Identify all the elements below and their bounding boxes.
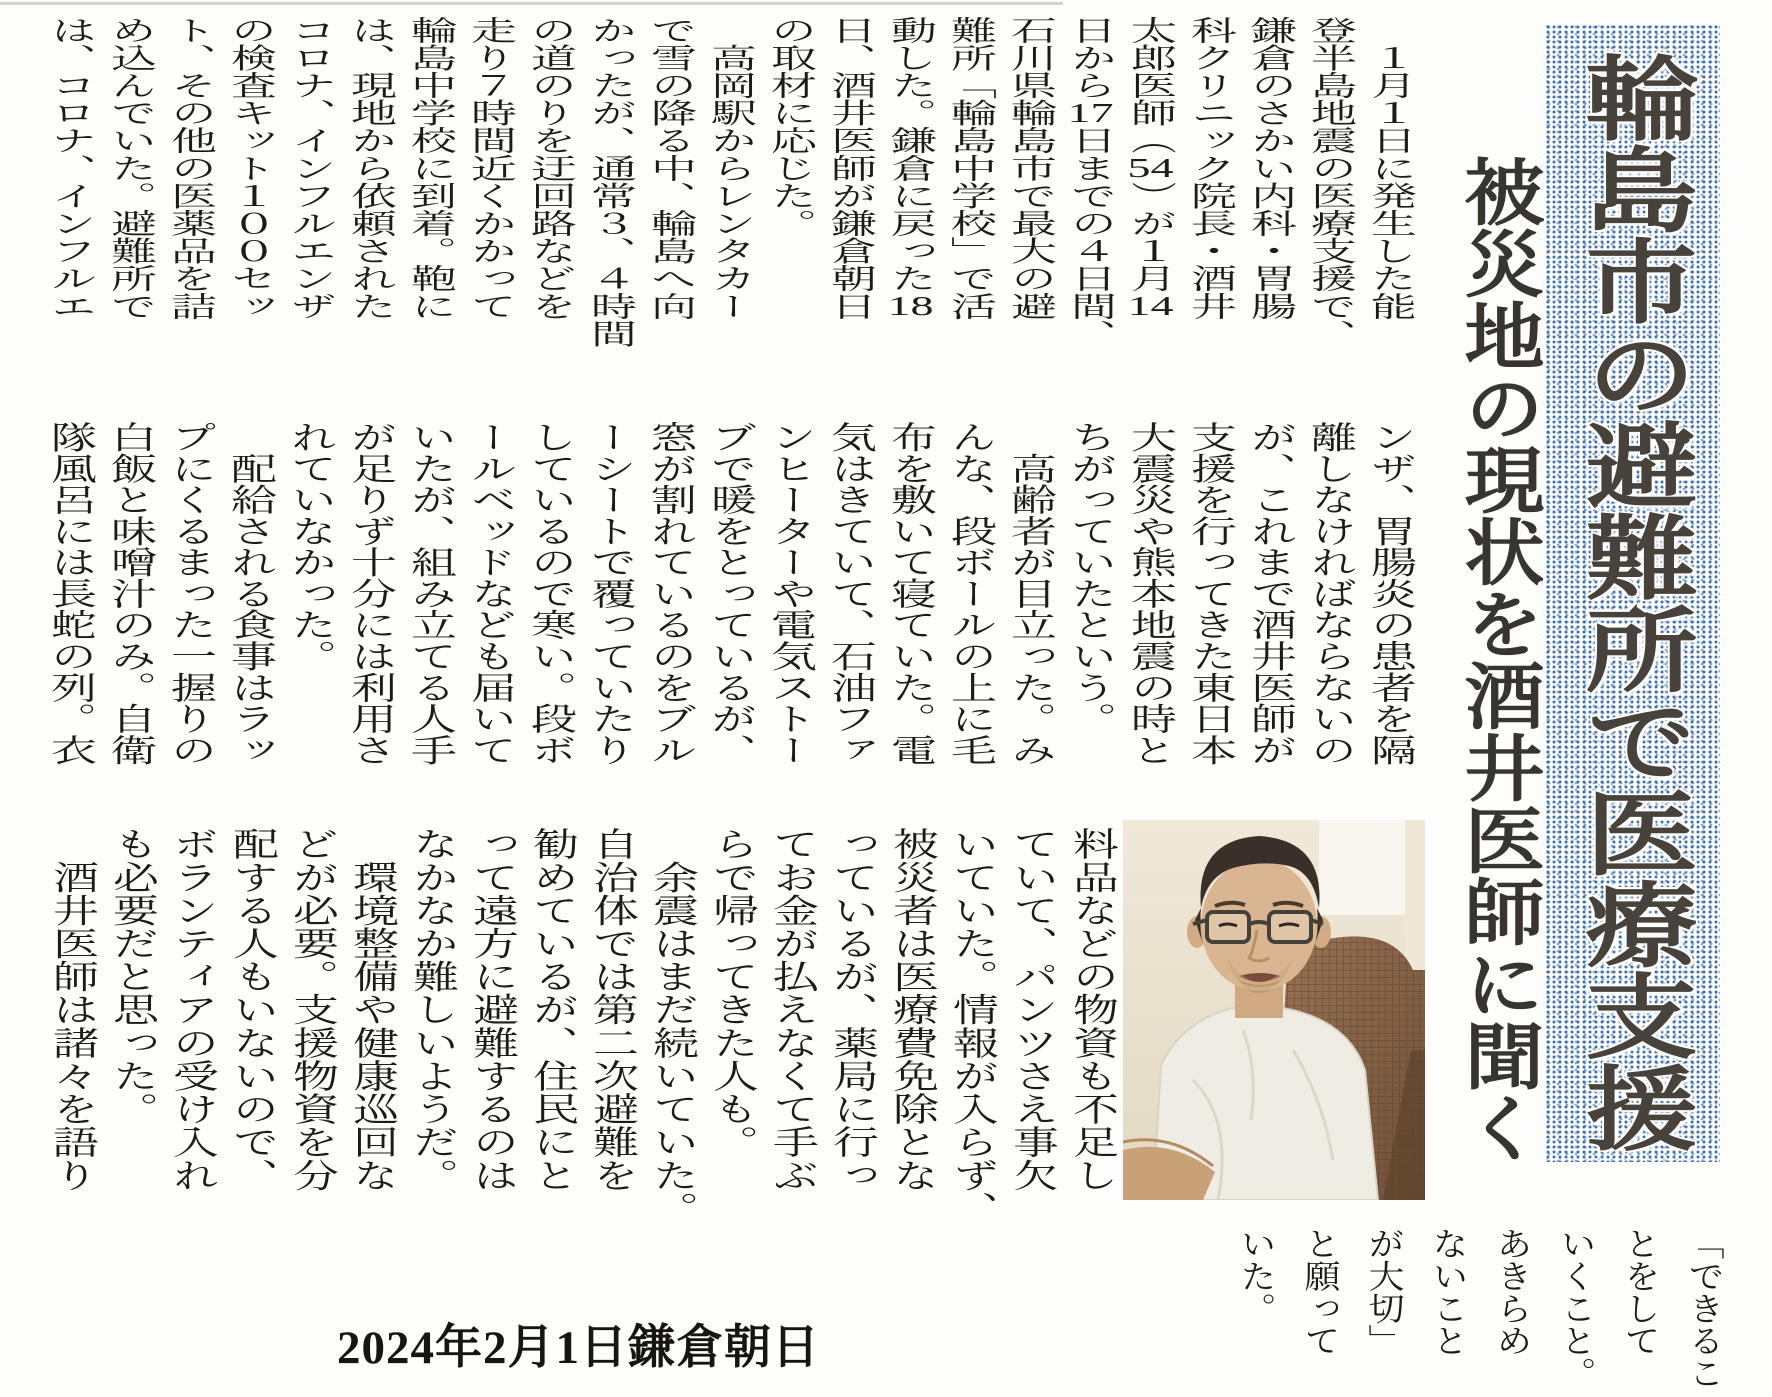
scan-artifact-line [0,2,1063,5]
date-line: 2024年2月1日鎌倉朝日 [337,1322,820,1374]
sub-headline: 被災地の現状を酒井医師に聞く [1452,155,1540,1163]
body-text-band-4-quote: 「できるこ とをして いくこと。 あきらめ ないこと が大切」 と願って いた。 [1236,1227,1724,1389]
main-headline: 輪島市の避難所で医療支援 [1570,51,1695,1154]
body-text-band-1: １月１日に発生した能 登半島地震の医療支援で、 鎌倉のさかい内科・胃腸 科クリニック院長・酒井 太郎医師（54）が１月14 日から17日までの４日間、 石川県輪島市で最大の避 難所「輪島中学校」で活 動した。鎌倉に戻った18 日、酒井医師が鎌倉朝日 の取材に応じた。 高岡駅からレンタカー で雪の降る中、輪島へ向 かったが、通常３、４時間 の道のりを迂回路などを 走り７時間近くかかって 輪島中学校に到着。鞄に は、現地から依頼された コロナ、インフルエンザ の検査キット１００セッ ト、その他の医薬品を詰 め込んでいた。避難所で は、コロナ、インフルエ [45,16,1416,348]
headline-banner [1546,25,1720,1162]
body-text-band-2: ンザ、胃腸炎の患者を隔 離しなければならないの が、これまで酒井医師が 支援を行ってきた東日本 大震災や熊本地震の時と ちがっていたという。 高齢者が目立った。み んな、段ボールの上に毛 布を敷いて寝ていた。電 気はきていて、石油ファ ンヒーターや電気ストー ブで暖をとっているが、 窓が割れているのをブル ーシートで覆っていたり しているので寒い。段ボ ールベッドなども届いて いたが、組み立てる人手 が足りず十分には利用さ れていなかった。 配給される食事はラッ プにくるまった一握りの 白飯と味噌汁のみ。自衛 隊風呂には長蛇の列。衣 [45,421,1416,766]
body-text-band-3: 料品などの物資も不足し ていて、パンツさえ事欠 いていた。情報が入らず、 被災者は医療費免除とな っているが、薬局に行っ てお金が払えなくて手ぶ らで帰ってきた人も。 余震はまだ続いていた。 自治体では第二次避難を 勧めているが、住民にと って遠方に避難するのは なかなか難しいようだ。 環境整備や健康巡回な どが必要。支援物資を分 配する人もいないので、 ボランティアの受け入れ も必要だと思った。 酒井医師は諸々を語り [47,827,1118,1225]
doctor-photo [1123,820,1425,1200]
